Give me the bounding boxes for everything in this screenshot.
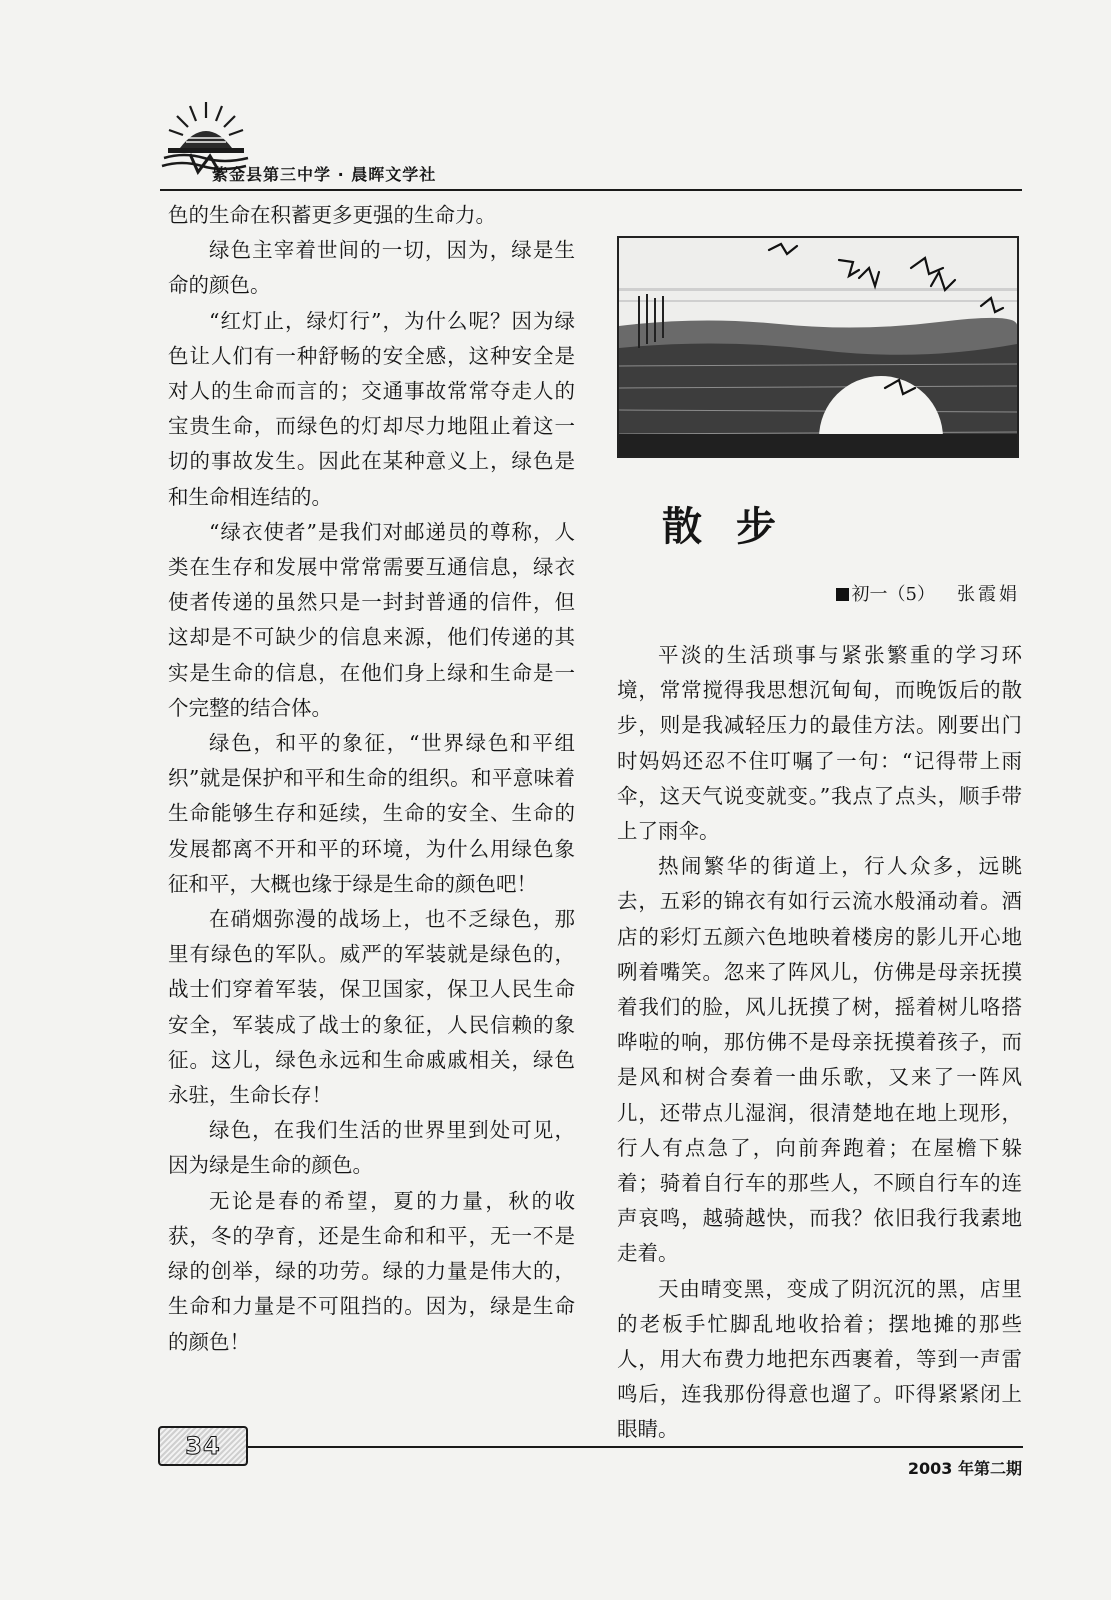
- paragraph: 天由晴变黑，变成了阴沉沉的黑，店里的老板手忙脚乱地收拾着；摆地摊的那些人，用大布费力地把东西裹着，等到一声雷鸣后，连我那份得意也遛了。吓得紧紧闭上眼睛。: [617, 1276, 1022, 1442]
- paragraph: 无论是春的希望，夏的力量，秋的收获，冬的孕育，还是生命和和平，无一不是绿的创举，绿的功劳。绿的力量是伟大的，生命和力量是不可阻挡的。因为，绿是生命的颜色！: [168, 1188, 575, 1354]
- page-number-badge: [158, 1426, 248, 1466]
- issue-label: 2003 年第二期: [907, 1459, 1022, 1478]
- paragraph: 绿色，在我们生活的世界里到处可见，因为绿是生命的颜色。: [168, 1118, 575, 1178]
- paragraph: 热闹繁华的街道上，行人众多，远眺去，五彩的锦衣有如行云流水般涌动着。酒店的彩灯五颜六色地映着楼房的影儿开心地咧着嘴笑。忽来了阵风儿，仿佛是母亲抚摸着我们的脸，风儿抚摸了树，摇着树儿咯搭哗啦的响，那仿佛不是母亲抚摸着孩子，而是风和树合奏着一曲乐歌，又来了一阵风儿，还带点儿湿润，很清楚地在地上现形，行人有点急了，向前奔跑着；在屋檐下躲着；骑着自行车的那些人，不顾自行车的连声哀鸣，越骑越快，而我？依旧我行我素地走着。: [617, 854, 1022, 1266]
- paragraph: 平淡的生活琐事与紧张繁重的学习环境，常常搅得我思想沉甸甸，而晚饭后的散步，则是我减轻压力的最佳方法。刚要出门时妈妈还忍不住叮嘱了一句：“记得带上雨伞，这天气说变就变。”我点了点头，顺手带上了雨伞。: [617, 643, 1022, 844]
- paragraph: 绿色主宰着世间的一切，因为，绿是生命的颜色。: [168, 238, 575, 298]
- footer-divider: [245, 1446, 1023, 1448]
- paragraph: 色的生命在积蓄更多更强的生命力。: [168, 203, 496, 227]
- byline-author: 张霞娟: [957, 584, 1020, 605]
- left-column-text: [168, 198, 575, 1360]
- paragraph: 绿色，和平的象征，“世界绿色和平组织”就是保护和平和生命的组织。和平意味着生命能够生存和延续，生命的安全、生命的发展都离不开和平的环境，为什么用绿色象征和平，大概也缘于绿是生命的颜色吧！: [168, 731, 575, 896]
- article-body: [617, 638, 1022, 1448]
- article-title: 散步: [662, 503, 810, 550]
- paragraph: “红灯止，绿灯行”，为什么呢？因为绿色让人们有一种舒畅的安全感，这种安全是对人的生命而言的；交通事故常常夺走人的宝贵生命，而绿色的灯却尽力地阻止着这一切的事故发生。因此在某种意义上，绿色是和生命相连结的。: [168, 308, 575, 509]
- paragraph: “绿衣使者”是我们对邮递员的尊称，人类在生存和发展中常常需要互通信息，绿衣使者传递的虽然只是一封封普通的信件，但这却是不可缺少的信息来源，他们传递的其实是生命的信息，在他们身上绿和生命是一个完整的结合体。: [168, 519, 575, 720]
- byline-class: 初一（5）: [851, 584, 935, 605]
- illustration-photo: [617, 236, 1019, 458]
- byline: [808, 580, 1020, 606]
- page-number: 34: [185, 1432, 221, 1460]
- header-divider: [160, 189, 1022, 191]
- header-title: 紫金县第三中学 · 晨晖文学社: [212, 165, 437, 184]
- byline-square-icon: [836, 588, 849, 601]
- paragraph: 在硝烟弥漫的战场上，也不乏绿色，那里有绿色的军队。威严的军装就是绿色的，战士们穿着军装，保卫国家，保卫人民生命安全，军装成了战士的象征，人民信赖的象征。这儿，绿色永远和生命戚戚相关，绿色永驻，生命长存！: [168, 907, 575, 1108]
